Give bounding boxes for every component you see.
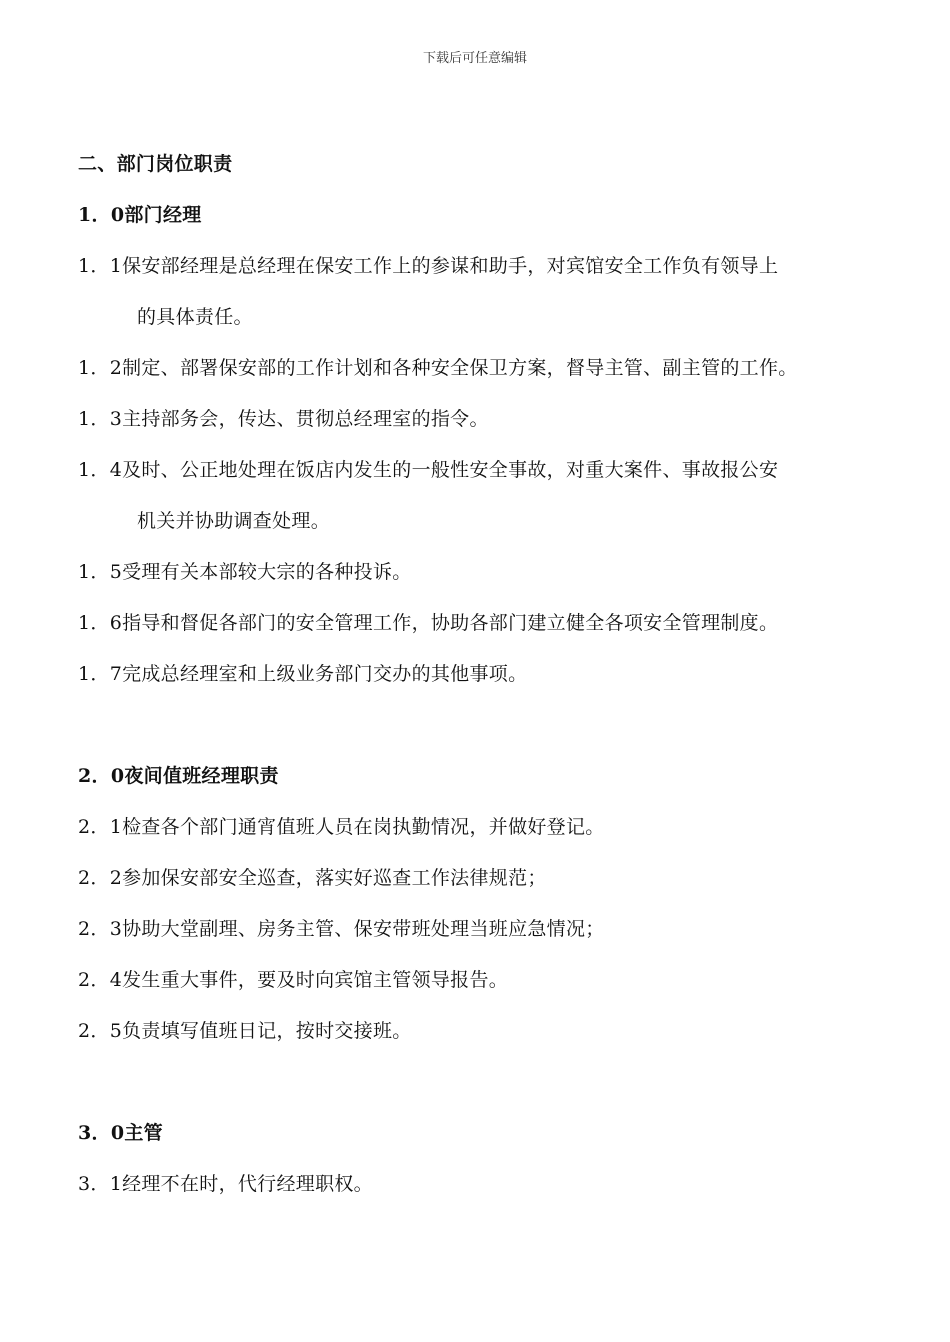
duty-item: 2．4发生重大事件，要及时向宾馆主管领导报告。 (78, 969, 509, 991)
duty-item-continuation: 的具体责任。 (137, 306, 253, 328)
duty-item: 2．5负责填写值班日记，按时交接班。 (78, 1020, 412, 1042)
subsection-heading-supervisor: 3．0主管 (78, 1122, 163, 1144)
duty-item: 1．7完成总经理室和上级业务部门交办的其他事项。 (78, 663, 528, 685)
duty-item: 1．3主持部务会，传达、贯彻总经理室的指令。 (78, 408, 489, 430)
subsection-heading-night-manager: 2．0夜间值班经理职责 (78, 765, 279, 787)
duty-item: 1．1保安部经理是总经理在保安工作上的参谋和助手，对宾馆安全工作负有领导上 (78, 255, 779, 277)
section-heading: 二、部门岗位职责 (78, 153, 233, 175)
duty-item: 1．2制定、部署保安部的工作计划和各种安全保卫方案，督导主管、副主管的工作。 (78, 357, 798, 379)
duty-item: 3．1经理不在时，代行经理职权。 (78, 1173, 373, 1195)
document-body (78, 139, 888, 1210)
duty-item: 1．5受理有关本部较大宗的各种投诉。 (78, 561, 412, 583)
duty-item-continuation: 机关并协助调查处理。 (137, 510, 331, 532)
section-spacer (78, 1057, 888, 1108)
duty-item: 1．4及时、公正地处理在饭店内发生的一般性安全事故，对重大案件、事故报公安 (78, 459, 779, 481)
page-header: 下载后可任意编辑 (422, 51, 527, 66)
duty-item: 2．2参加保安部安全巡查，落实好巡查工作法律规范； (78, 867, 547, 889)
subsection-heading-manager: 1．0部门经理 (78, 204, 202, 226)
section-spacer (78, 700, 888, 751)
duty-item: 1．6指导和督促各部门的安全管理工作，协助各部门建立健全各项安全管理制度。 (78, 612, 779, 634)
duty-item: 2．3协助大堂副理、房务主管、保安带班处理当班应急情况； (78, 918, 605, 940)
duty-item: 2．1检查各个部门通宵值班人员在岗执勤情况，并做好登记。 (78, 816, 605, 838)
